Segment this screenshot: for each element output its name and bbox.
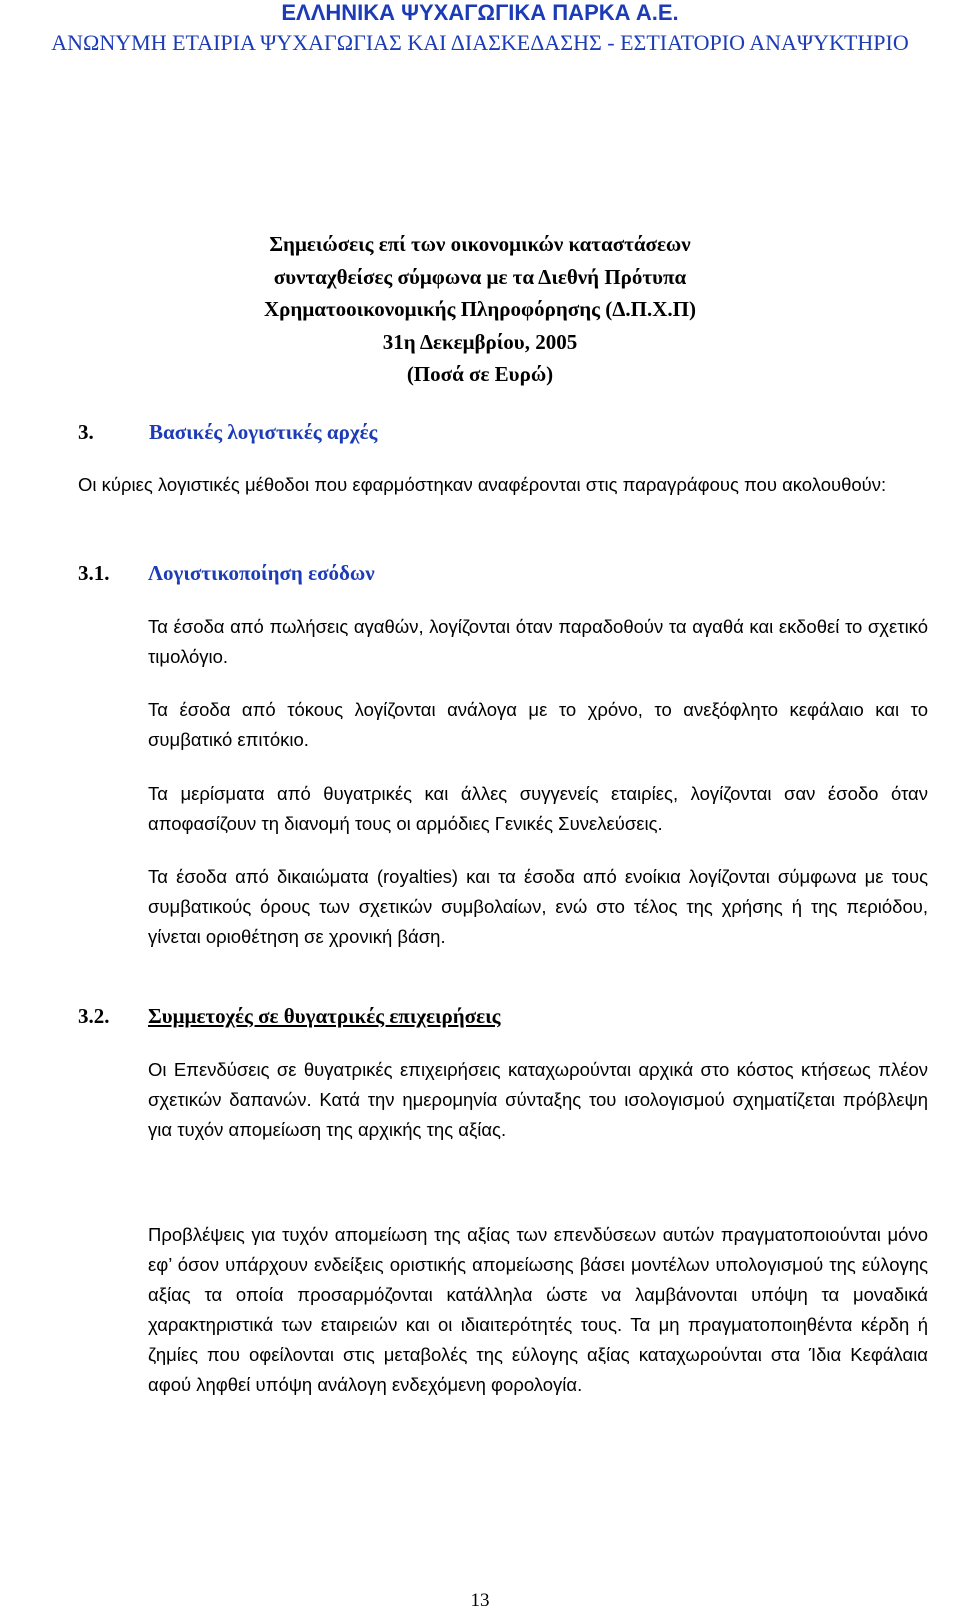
section-title: Συμμετοχές σε θυγατρικές επιχειρήσεις: [148, 1004, 501, 1028]
company-name: ΕΛΛΗΝΙΚΑ ΨΥΧΑΓΩΓΙΚΑ ΠΑΡΚΑ Α.Ε.: [281, 0, 679, 25]
page-number: 13: [470, 1590, 490, 1611]
section-3-1-heading: [78, 560, 878, 586]
section-number: 3.2.: [78, 1004, 110, 1028]
section-number: 3.: [78, 420, 94, 444]
company-description: ΑΝΩΝΥΜΗ ΕΤΑΙΡΙΑ ΨΥΧΑΓΩΓΙΑΣ ΚΑΙ ΔΙΑΣΚΕΔΑΣΗΣ - ΕΣΤΙΑΤΟΡΙΟ ΑΝΑΨΥΚΤΗΡΙΟ: [51, 30, 909, 55]
section-title: Βασικές λογιστικές αρχές: [149, 420, 378, 444]
royalties-rent-paragraph: Τα έσοδα από δικαιώματα (royalties) και τα έσοδα από ενοίκια λογίζονται σύμφωνα με τους συμβατικούς όρους των σχετικών συμβολαίων, ενώ στο τέλος της χρήσης ή της περιόδου, γίνεται οριοθέτηση σε χρονική βάση.: [148, 866, 928, 947]
section-3-2-heading: [78, 1003, 878, 1029]
dividends-paragraph: Τα μερίσματα από θυγατρικές και άλλες συγγενείς εταιρίες, λογίζονται σαν έσοδο όταν αποφασίζουν τη διανομή τους οι αρμόδιες Γενικές Συνελεύσεις.: [148, 783, 928, 834]
title-line-2: συνταχθείσες σύμφωνα με τα Διεθνή Πρότυπα: [273, 264, 687, 289]
impairment-provisions-paragraph: Προβλέψεις για τυχόν απομείωση της αξίας των επενδύσεων αυτών πραγματοποιούνται μόνο εφ’ όσον υπάρχουν ενδείξεις οριστικής απομείωσης βάσει μοντέλων υπολογισμού της εύλογης αξίας τα οποία προσαρμόζονται κατάλληλα ώστε να λαμβάνονται υπόψη τα μοναδικά χαρακτηριστικά των εταιρειών και οι ιδιαιτερότητές τους. Τα μη πραγματοποιηθέντα κέρδη ή ζημίες που οφείλονται στις μεταβολές της εύλογης αξίας καταχωρούνται στα Ίδια Κεφάλαια αφού ληφθεί υπόψη ανάλογη ενδεχόμενη φορολογία.: [148, 1224, 928, 1395]
section-3-heading: [78, 419, 878, 445]
section-title: Λογιστικοποίηση εσόδων: [148, 561, 375, 585]
interest-income-paragraph: Τα έσοδα από τόκους λογίζονται ανάλογα με το χρόνο, το ανεξόφλητο κεφάλαιο και το συμβατικό επιτόκιο.: [148, 699, 928, 750]
document-title: [0, 228, 960, 391]
title-line-1: Σημειώσεις επί των οικονομικών καταστάσεων: [269, 232, 691, 256]
section-3-intro: Οι κύριες λογιστικές μέθοδοι που εφαρμόστηκαν αναφέρονται στις παραγράφους που ακολουθούν:: [78, 474, 887, 495]
title-line-3: Χρηματοοικονομικής Πληροφόρησης (Δ.Π.Χ.Π): [264, 297, 696, 321]
revenue-goods-paragraph: Τα έσοδα από πωλήσεις αγαθών, λογίζονται όταν παραδοθούν τα αγαθά και εκδοθεί το σχετικό τιμολόγιο.: [148, 616, 928, 667]
title-line-4: 31η Δεκεμβρίου, 2005: [382, 329, 578, 354]
section-number: 3.1.: [78, 561, 110, 585]
title-line-5: (Ποσά σε Ευρώ): [406, 362, 554, 386]
subsidiaries-cost-paragraph: Οι Επενδύσεις σε θυγατρικές επιχειρήσεις καταχωρούνται αρχικά στο κόστος κτήσεως πλέον σχετικών δαπανών. Κατά την ημερομηνία σύνταξης του ισολογισμού σχηματίζεται πρόβλεψη για τυχόν απομείωση της αρχικής της αξίας.: [148, 1059, 928, 1140]
